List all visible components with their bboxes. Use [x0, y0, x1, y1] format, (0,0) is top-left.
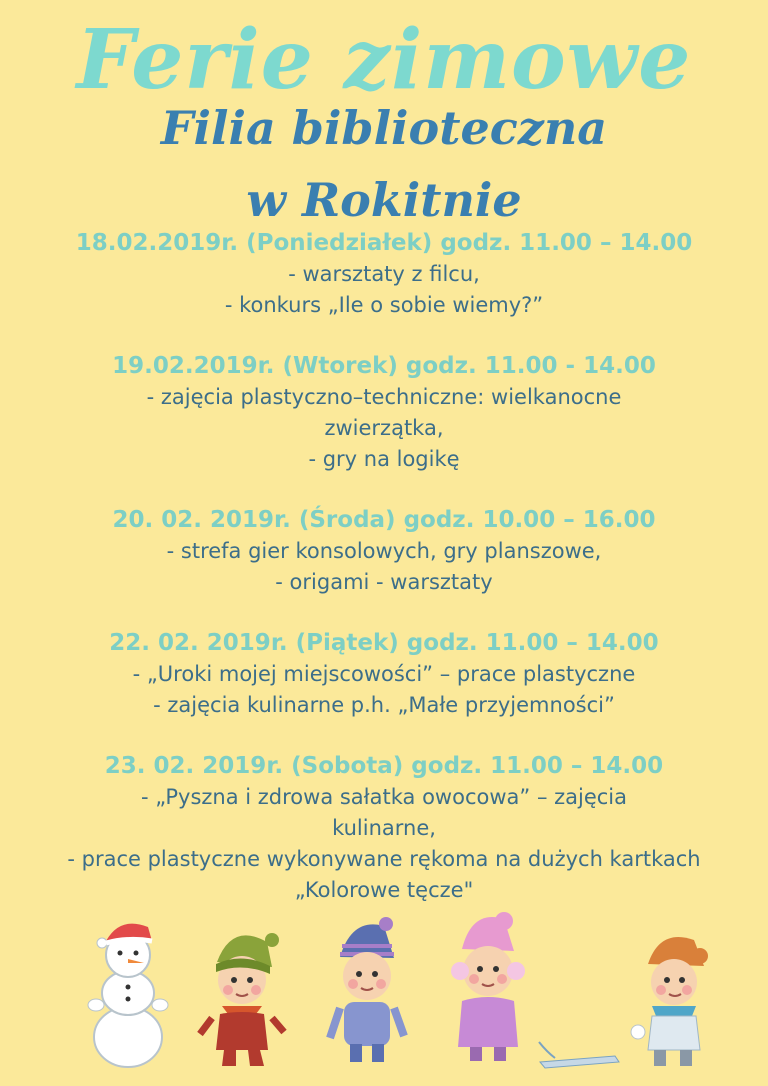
- event-activity: - prace plastyczne wykonywane rękoma na dużych kartkach „Kolorowe tęcze": [67, 847, 701, 902]
- event-activity: - gry na logikę: [308, 447, 460, 471]
- event-activity: - strefa gier konsolowych, gry planszowe,: [166, 539, 602, 563]
- child-orange-hat-icon: [630, 922, 720, 1072]
- event-activity: - zajęcia kulinarne p.h. „Małe przyjemności”: [153, 693, 615, 717]
- sled-icon: [535, 1032, 625, 1072]
- event-date: 23. 02. 2019r. (Sobota) godz. 11.00 – 14.00: [104, 753, 664, 779]
- event-date: 19.02.2019r. (Wtorek) godz. 11.00 - 14.00: [112, 353, 656, 379]
- event-activity: - „Pyszna i zdrowa sałatka owocowa” – zajęcia kulinarne,: [140, 785, 628, 840]
- snowman-icon: [78, 907, 178, 1072]
- event-item: [0, 751, 768, 906]
- event-date: 18.02.2019r. (Poniedziałek) godz. 11.00 – 14.00: [75, 230, 693, 256]
- poster-subtitle-line2: w Rokitnie: [246, 173, 522, 227]
- illustrations-row: [0, 905, 768, 1080]
- child-blue-hat-icon: [322, 912, 412, 1072]
- event-activity: - „Uroki mojej miejscowości” – prace plastyczne: [132, 662, 636, 686]
- poster-title: Ferie zimowe: [76, 12, 692, 108]
- event-date: 20. 02. 2019r. (Środa) godz. 10.00 – 16.00: [112, 507, 656, 533]
- event-activity: - zajęcia plastyczno–techniczne: wielkanocne zwierzątka,: [146, 385, 622, 440]
- child-pink-hat-icon: [438, 907, 538, 1072]
- event-activity: - origami - warsztaty: [275, 570, 493, 594]
- event-item: [0, 351, 768, 475]
- event-activity: - konkurs „Ile o sobie wiemy?”: [224, 293, 544, 317]
- event-date: 22. 02. 2019r. (Piątek) godz. 11.00 – 14.00: [109, 630, 659, 656]
- event-item: [0, 628, 768, 721]
- child-green-hat-icon: [192, 922, 292, 1072]
- events-list: [0, 228, 768, 936]
- event-item: [0, 228, 768, 321]
- event-activity: - warsztaty z filcu,: [288, 262, 480, 286]
- event-item: [0, 505, 768, 598]
- poster-subtitle-line1: Filia biblioteczna: [160, 101, 608, 155]
